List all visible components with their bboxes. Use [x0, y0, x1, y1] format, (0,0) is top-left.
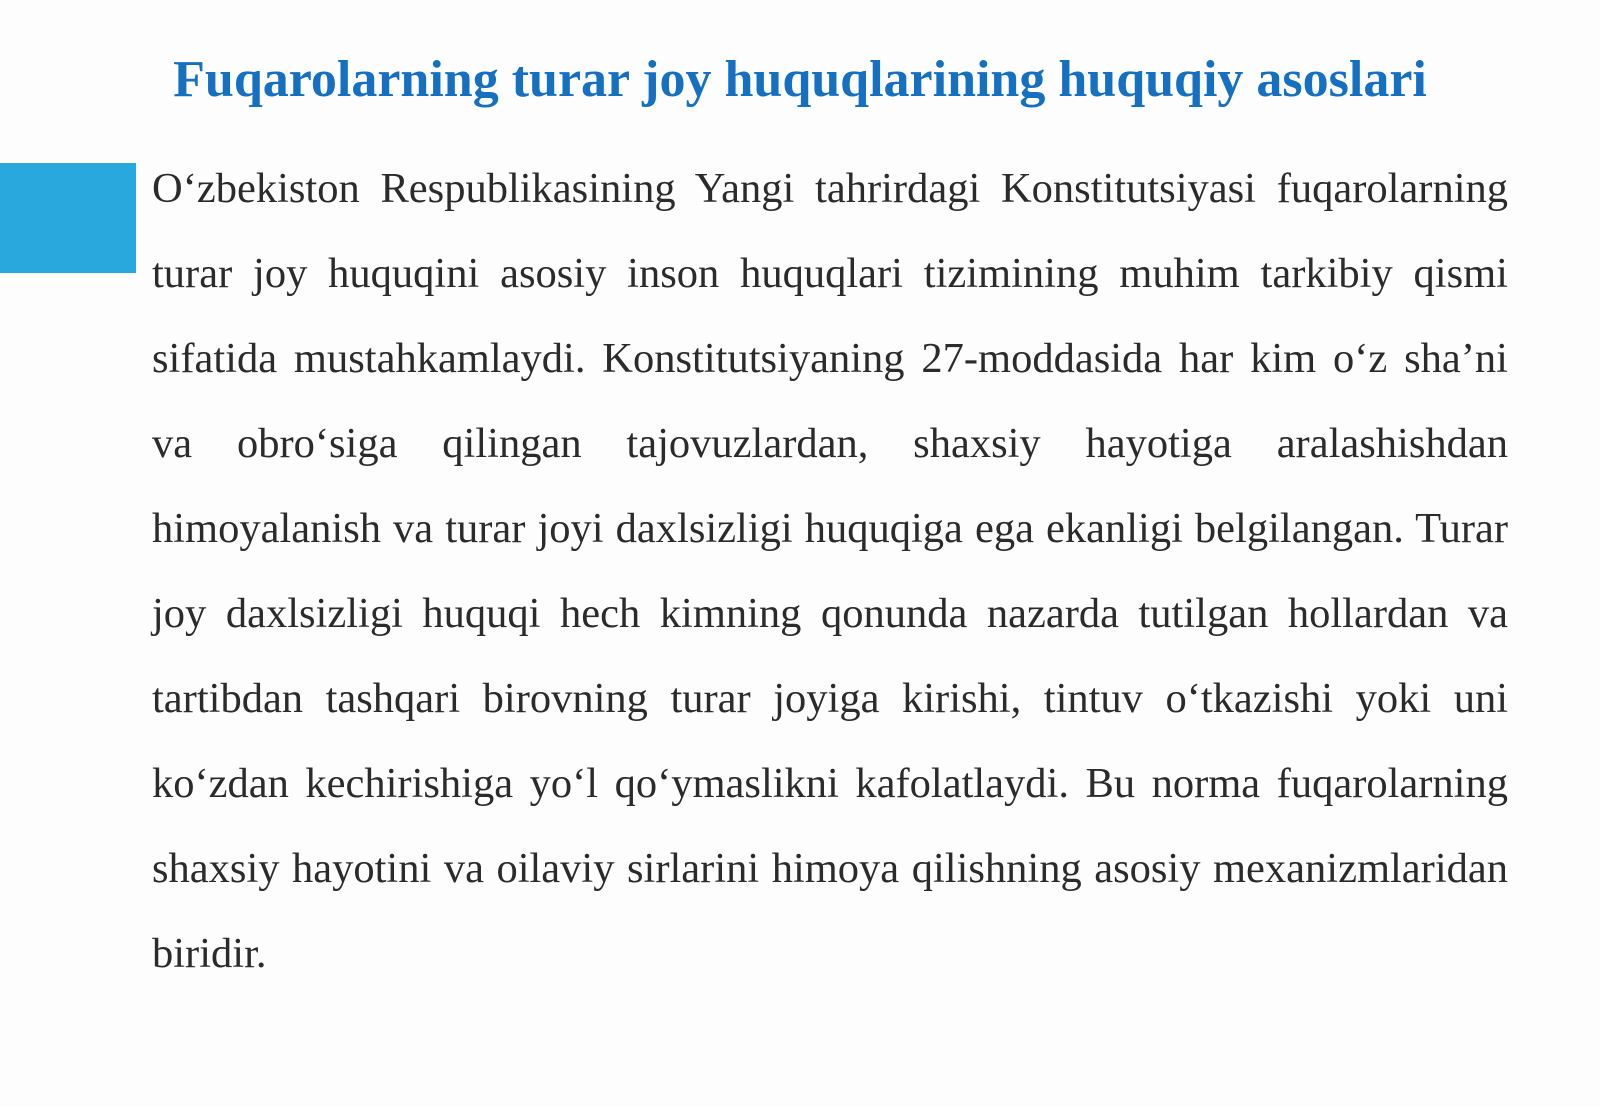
- slide-title: Fuqarolarning turar joy huquqlarining huquqiy asoslari: [173, 51, 1427, 108]
- slide-body-text: O‘zbekiston Respublikasining Yangi tahrirdagi Konstitutsiyasi fuqarolarning turar joy huquqini asosiy inson huquqlari tizimining muhim tarkibiy qismi sifatida mustahkamlaydi. Konstitutsiyaning 27-moddasida har kim o‘z sha’ni va obro‘siga qilingan tajovuzlardan, shaxsiy hayotiga aralashishdan himoyalanish va turar joyi daxlsizligi huquqiga ega ekanligi belgilangan. Turar joy daxlsizligi huquqi hech kimning qonunda nazarda tutilgan hollardan va tartibdan tashqari birovning turar joyiga kirishi, tintuv o‘tkazishi yoki uni ko‘zdan kechirishiga yo‘l qo‘ymaslikni kafolatlaydi. Bu norma fuqarolarning shaxsiy hayotini va oilaviy sirlarini himoya qilishning asosiy mexanizmlaridan biridir.: [152, 165, 1508, 977]
- accent-block: [0, 163, 136, 273]
